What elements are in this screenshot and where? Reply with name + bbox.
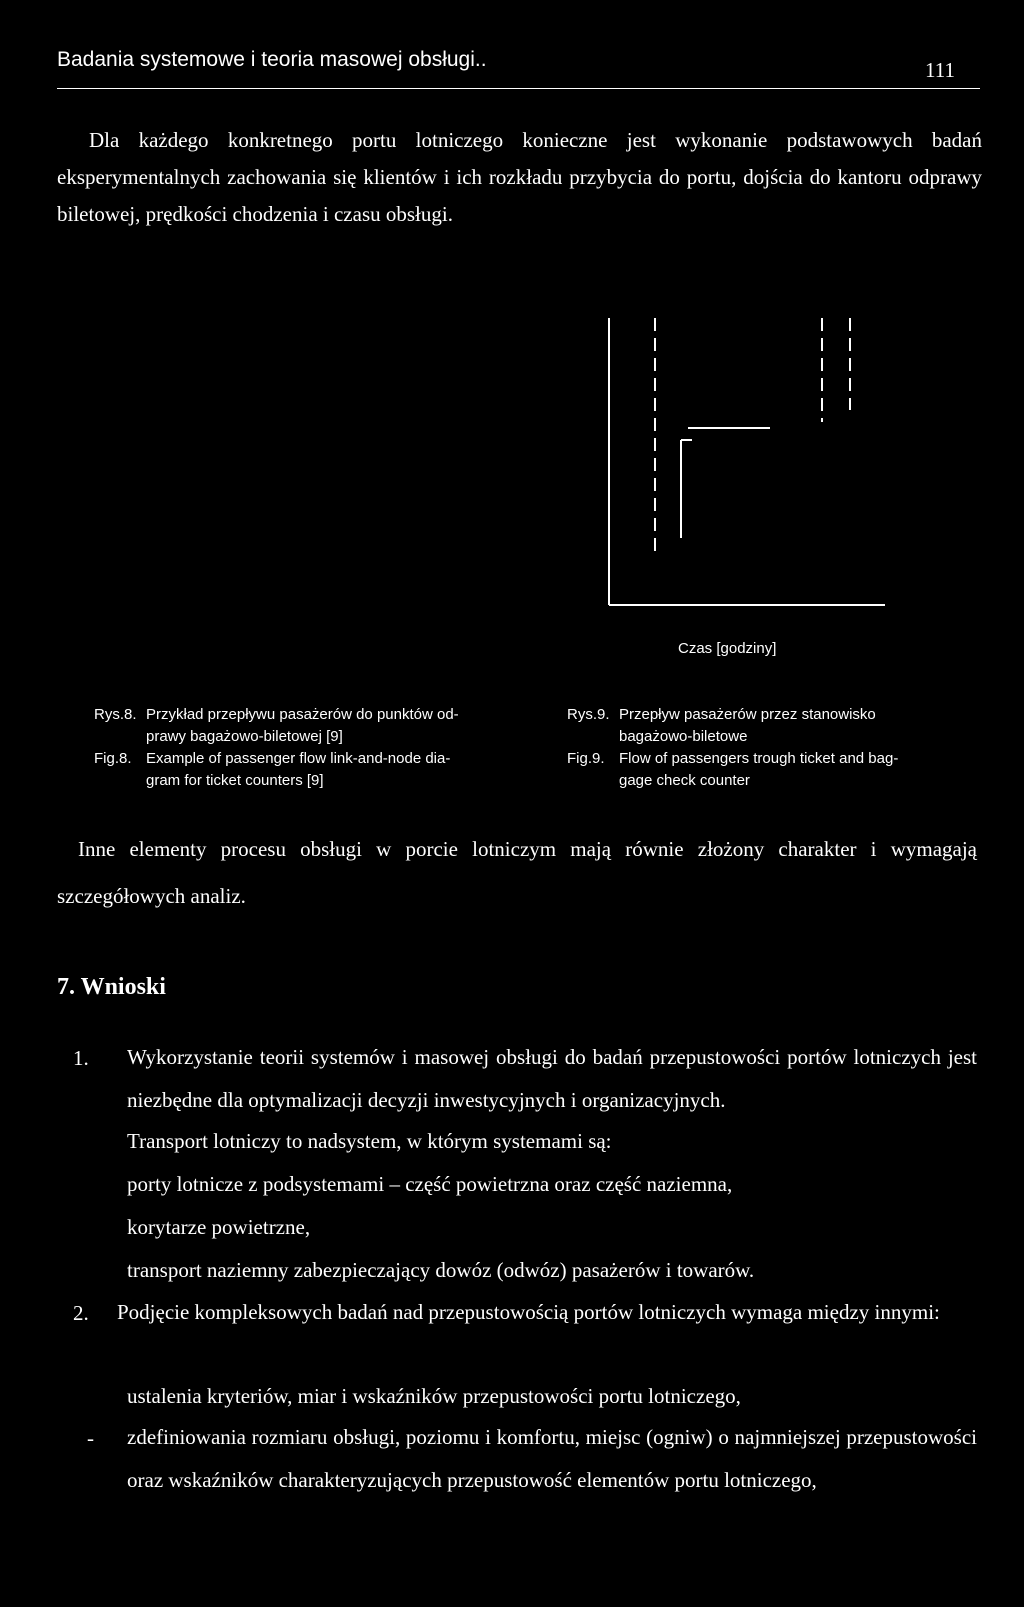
running-header-title: Badania systemowe i teoria masowej obsługi..: [57, 48, 487, 71]
conclusion-2-dash: -: [87, 1426, 94, 1450]
caption-fig8-pl-line1: Rys.8. Przykład przepływu pasażerów do punktów od-: [94, 704, 524, 726]
caption-fig8-pl-line2: prawy bagażowo-biletowej [9]: [146, 728, 343, 745]
caption-fig9: [567, 704, 981, 792]
caption-fig8-en-line1: Fig.8. Example of passenger flow link-and-node dia-: [94, 748, 524, 770]
conclusion-1-sub-2: porty lotnicze z podsystemami – część powietrzna oraz część naziemna,: [127, 1172, 733, 1196]
caption-fig9-pl-label: Rys.9.: [567, 706, 610, 723]
conclusion-2-dash-text: zdefiniowania rozmiaru obsługi, poziomu i komfortu, miejsc (ogniw) o najmniejszej przepustowości oraz wskaźników charakteryzujących przepustowość elementów portu lotniczego,: [127, 1425, 977, 1492]
caption-fig9-en-line2: gage check counter: [619, 772, 750, 789]
caption-fig9-pl-line1: Rys.9. Przepływ pasażerów przez stanowisko: [567, 704, 981, 726]
flow-figure: [0, 0, 1024, 700]
caption-fig8-pl-label: Rys.8.: [94, 706, 137, 723]
conclusion-1-sub-3: korytarze powietrzne,: [127, 1215, 311, 1239]
caption-fig8-en-label: Fig.8.: [94, 750, 132, 767]
conclusion-2-sub-1: ustalenia kryteriów, miar i wskaźników przepustowości portu lotniczego,: [127, 1384, 741, 1408]
figure-x-axis-label: Czas [godziny]: [678, 640, 777, 657]
caption-fig8: [94, 704, 524, 792]
intro-paragraph: Dla każdego konkretnego portu lotniczego konieczne jest wykonanie podstawowych badań eksperymentalnych zachowania się klientów i ich rozkładu przybycia do portu, dojścia do kantoru odprawy biletowej, prędkości chodzenia i czasu obsługi.: [57, 128, 982, 226]
caption-fig9-en-label: Fig.9.: [567, 750, 605, 767]
conclusion-1-text: Wykorzystanie teorii systemów i masowej obsługi do badań przepustowości portów lotniczych jest niezbędne dla optymalizacji decyzji inwestycyjnych i organizacyjnych.: [127, 1045, 977, 1112]
caption-fig9-pl-line2: bagażowo-biletowe: [619, 728, 748, 745]
conclusion-2-number: 2.: [73, 1301, 89, 1325]
conclusion-1-number: 1.: [73, 1046, 89, 1070]
page-number: 111: [925, 58, 955, 82]
caption-fig8-en-line2: gram for ticket counters [9]: [146, 772, 324, 789]
conclusion-2-text: Podjęcie kompleksowych badań nad przepustowością portów lotniczych wymaga między innymi:: [117, 1300, 940, 1324]
conclusion-1-sub-1: Transport lotniczy to nadsystem, w którym systemami są:: [127, 1129, 612, 1153]
section-heading: 7. Wnioski: [57, 974, 166, 1000]
body-paragraph: Inne elementy procesu obsługi w porcie lotniczym mają równie złożony charakter i wymagają szczegółowych analiz.: [57, 837, 977, 908]
caption-fig9-en-line1: Fig.9. Flow of passengers trough ticket and bag-: [567, 748, 981, 770]
conclusion-1-sub-4: transport naziemny zabezpieczający dowóz (odwóz) pasażerów i towarów.: [127, 1258, 755, 1282]
